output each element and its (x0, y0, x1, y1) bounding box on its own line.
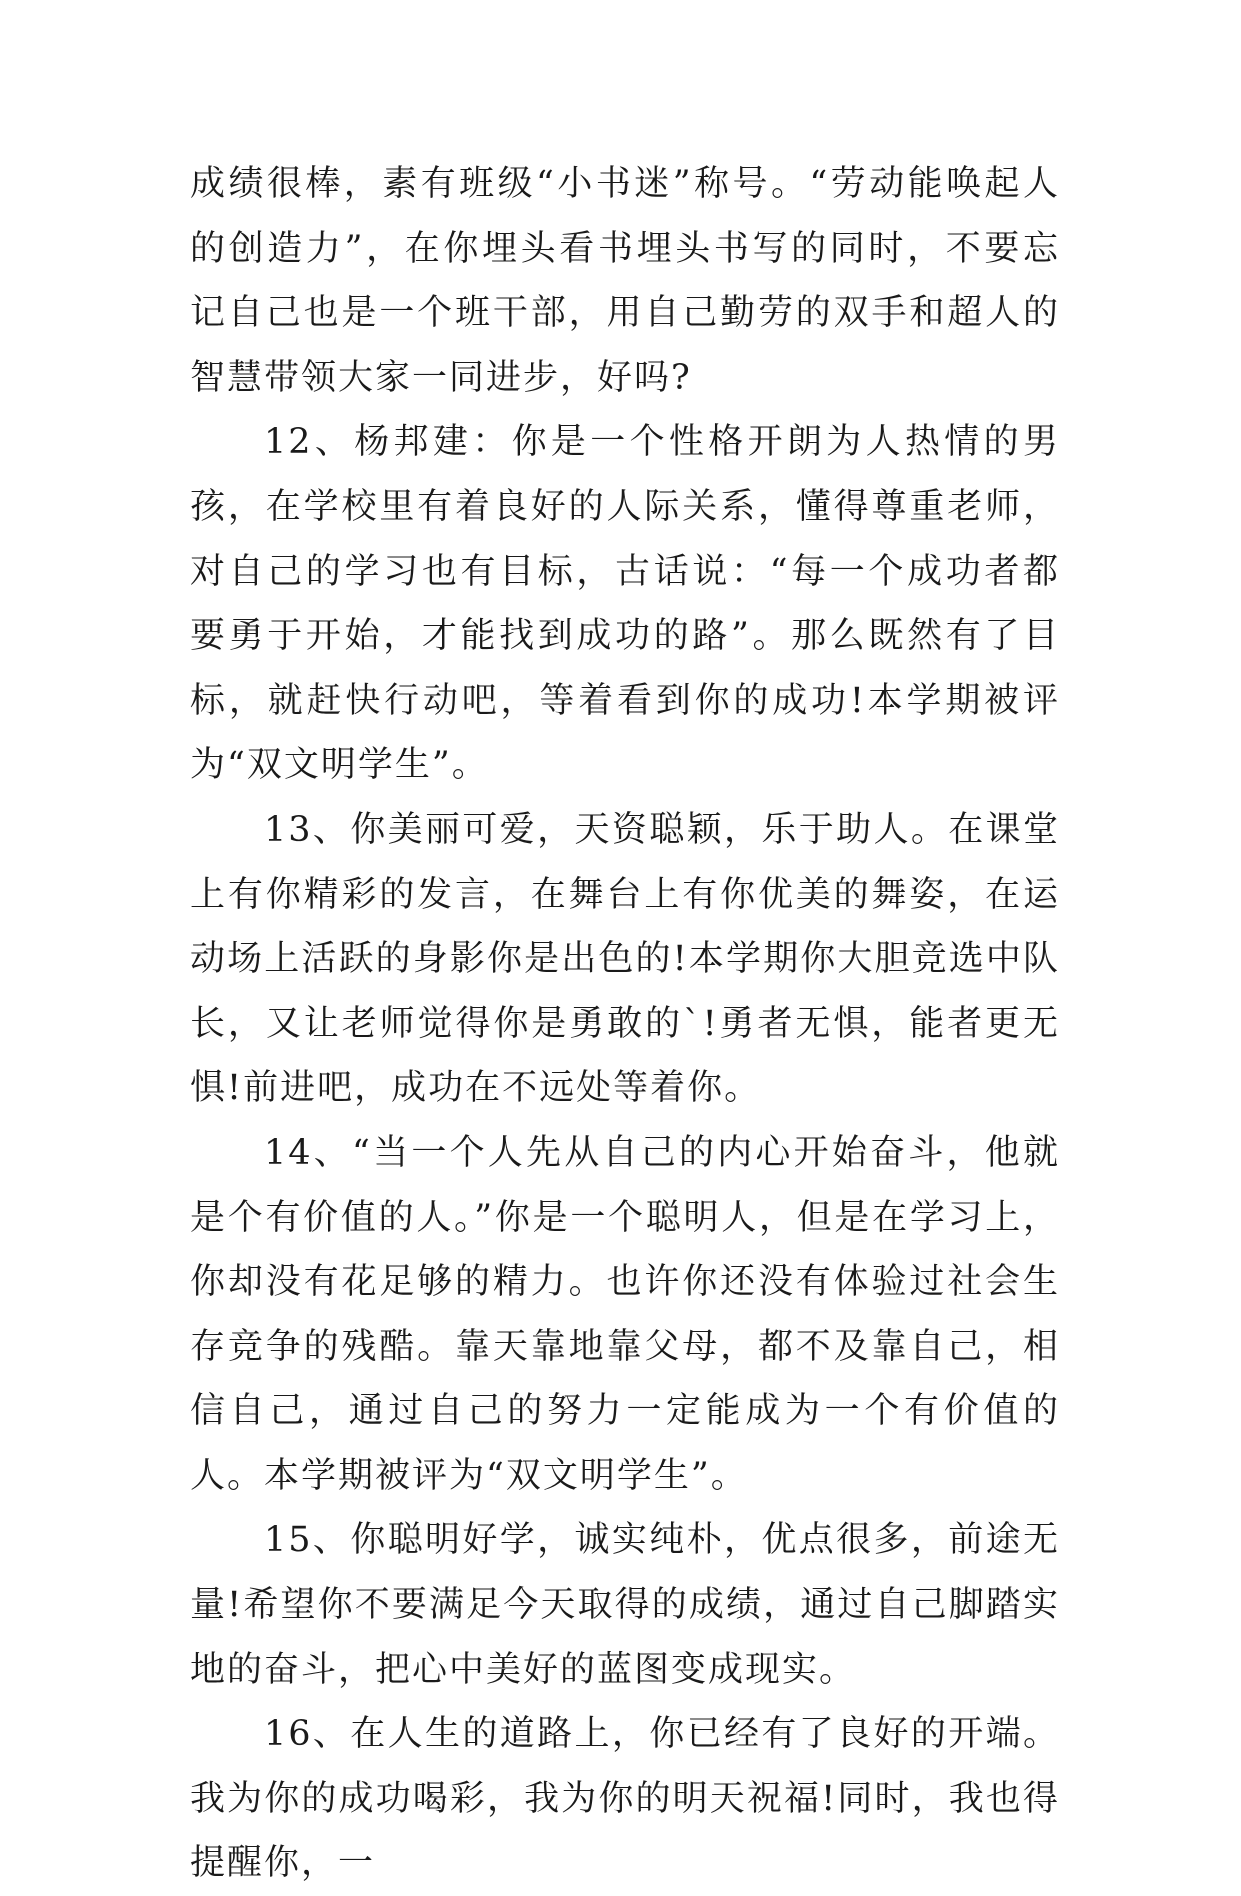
paragraph-comment-14: 14、“当一个人先从自己的内心开始奋斗，他就是个有价值的人。”你是一个聪明人，但是在学习上，你却没有花足够的精力。也许你还没有体验过社会生存竞争的残酷。靠天靠地靠父母，都不及靠自己，相信自己，通过自己的努力一定能成为一个有价值的人。本学期被评为“双文明学生”。 (190, 1132, 1060, 1496)
paragraph-comment-12: 12、杨邦建：你是一个性格开朗为人热情的男孩，在学校里有着良好的人际关系，懂得尊重老师，对自己的学习也有目标，古话说：“每一个成功者都要勇于开始，才能找到成功的路”。那么既然有了目标，就赶快行动吧，等着看到你的成功!本学期被评为“双文明学生”。 (190, 422, 1060, 786)
paragraph-comment-15: 15、你聪明好学，诚实纯朴，优点很多，前途无量!希望你不要满足今天取得的成绩，通过自己脚踏实地的奋斗，把心中美好的蓝图变成现实。 (190, 1520, 1060, 1690)
paragraph-comment-16: 16、在人生的道路上，你已经有了良好的开端。我为你的成功喝彩，我为你的明天祝福!同时，我也得提醒你，一 (190, 1714, 1060, 1884)
paragraph-comment-13: 13、你美丽可爱，天资聪颖，乐于助人。在课堂上有你精彩的发言，在舞台上有你优美的舞姿，在运动场上活跃的身影你是出色的!本学期你大胆竞选中队长，又让老师觉得你是勇敢的`!勇者无惧，能者更无惧!前进吧，成功在不远处等着你。 (190, 809, 1060, 1109)
paragraph-continuation: 成绩很棒，素有班级“小书迷”称号。“劳动能唤起人的创造力”，在你埋头看书埋头书写的同时，不要忘记自己也是一个班干部，用自己勤劳的双手和超人的智慧带领大家一同进步，好吗? (190, 164, 1060, 398)
body-text (190, 152, 1060, 1896)
